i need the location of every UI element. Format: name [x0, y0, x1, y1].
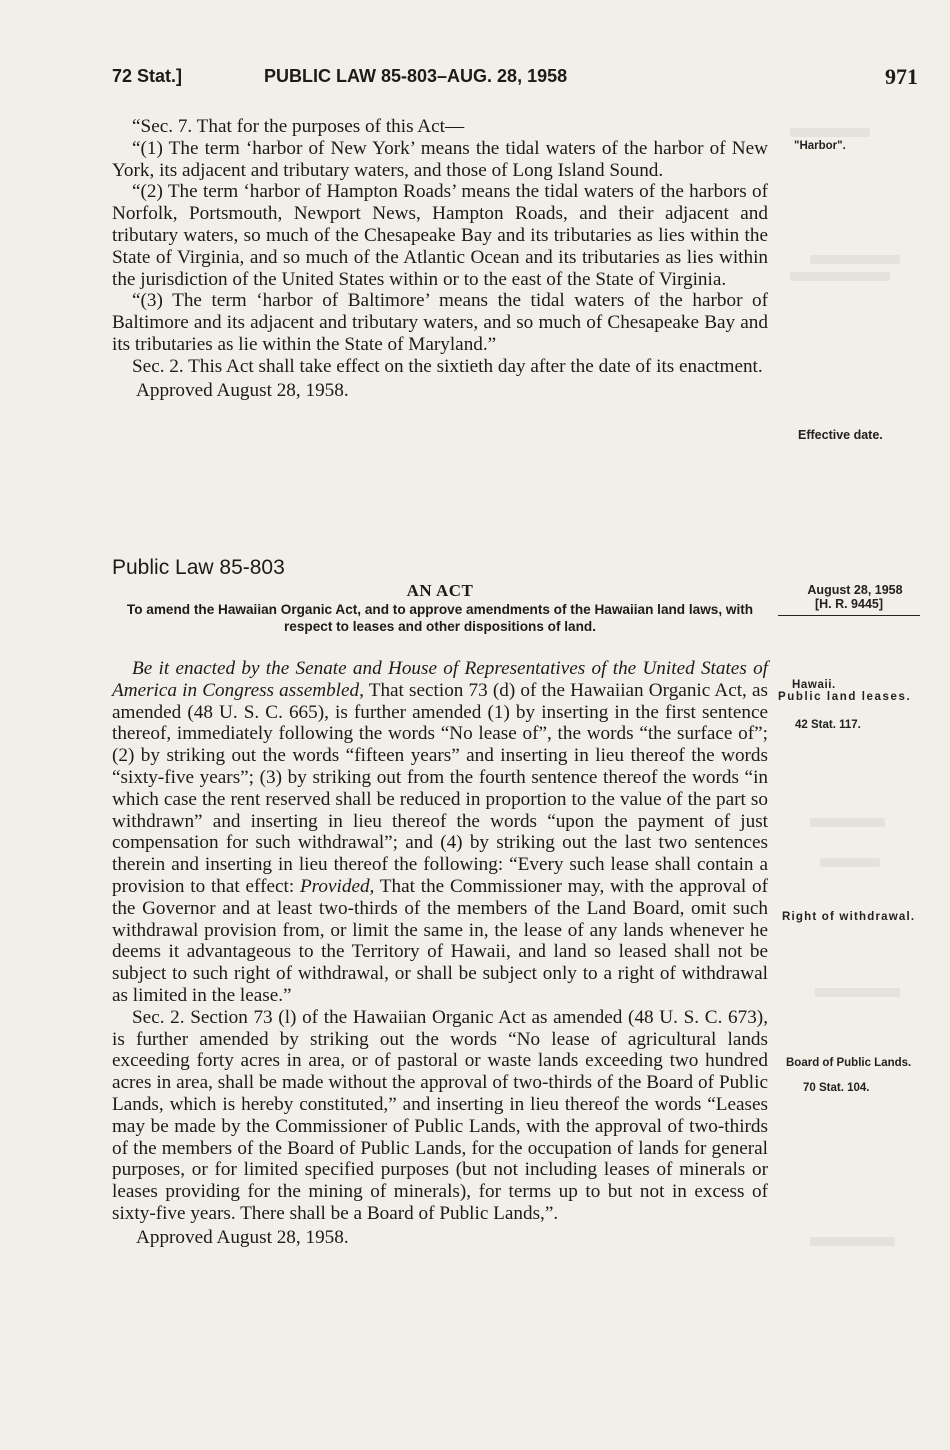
- margin-note-70-stat: 70 Stat. 104.: [803, 1082, 870, 1094]
- section-1-text: That section 73 (d) of the Hawaiian Organic Act, as amended (48 U. S. C. 665), is further amended (1) by inserting in the first sentence thereof, immediately following the words “No lease of”, the words “the surface of”; (2) by striking out the words “fifteen years” and inserting in lieu thereof the words “sixty-five years”; (3) by striking out from the fourth sentence thereof the words “in which case the rent reserved shall be reduced in proportion to the value of the part so withdrawn” and inserting in lieu thereof the words “upon the payment of just compensation for such withdrawal”; and (4) by striking out the last two sentences therein and inserting in lieu thereof the following: “Every such lease shall contain a provision to that effect:: [112, 679, 768, 897]
- public-law-title: Public Law 85-803: [112, 556, 285, 579]
- bleed-mark: [810, 1237, 895, 1246]
- section-2: Sec. 2. Section 73 (l) of the Hawaiian Organic Act as amended (48 U. S. C. 673), is further amended by striking out the words “No lease of agricultural lands exceeding forty acres in area, or of pastoral or waste lands exceeding two hundred acres in area, shall be made without the approval of two-thirds of the Board of Public Lands, which is hereby constituted,” and inserting in lieu thereof the words “Leases may be made by the Commissioner of Public Lands, with the approval of two-thirds of the members of the Board of Public Lands, for the occupation of lands for general purposes, or for limited specified purposes (but not including leases of minerals or leases providing for the mining of minerals), for terms up to but not in excess of sixty-five years. There shall be a Board of Public Lands,”.: [112, 1006, 768, 1224]
- bleed-mark: [815, 988, 900, 997]
- bleed-mark: [810, 255, 900, 264]
- provided-word: Provided,: [299, 875, 375, 897]
- margin-note-effective-date: Effective date.: [798, 428, 883, 442]
- volume-reference: 72 Stat.]: [112, 66, 183, 86]
- act-label: AN ACT: [406, 581, 474, 600]
- approval-line: Approved August 28, 1958.: [136, 379, 349, 401]
- bleed-mark: [790, 272, 890, 281]
- margin-note-board: Board of Public Lands.: [786, 1057, 912, 1069]
- paragraph: “Sec. 7. That for the purposes of this Act—: [132, 116, 465, 137]
- margin-note-date: August 28, 1958: [807, 583, 903, 597]
- page-number: 971: [885, 64, 918, 89]
- margin-note-public-land-leases: Public land leases.: [778, 691, 912, 703]
- running-header: [112, 64, 918, 92]
- paragraph: “(1) The term ‘harbor of New York’ means the tidal waters of the harbor of New York, its adjacent and tributary waters, and those of Long Island Sound.: [112, 137, 768, 181]
- bleed-mark: [810, 818, 885, 827]
- bleed-mark: [820, 858, 880, 867]
- paragraph: “(3) The term ‘harbor of Baltimore’ means the tidal waters of the harbor of Baltimore and its adjacent and tributary waters, and so much of Chesapeake Bay and its tributaries as lie within the State of Maryland.”: [112, 290, 768, 355]
- margin-note-harbor: "Harbor".: [794, 140, 846, 152]
- act-purpose: To amend the Hawaiian Organic Act, and to approve amendments of the Hawaiian land laws, with respect to leases and other dispositions of land.: [126, 602, 754, 634]
- section-1-end: That the Commissioner may, with the approval of the Governor and at least two-thirds of the members of the Land Board, omit such withdrawal provision from, or limit the same in, the lease of any lands whenever he deems it advantageous to the Territory of Hawaii, and land so leased shall not be subject to such right of withdrawal, or shall be subject only to a right of withdrawal as limited in the lease.”: [112, 875, 769, 1006]
- section-1: [112, 658, 768, 1007]
- header-title: PUBLIC LAW 85-803–AUG. 28, 1958: [264, 66, 568, 86]
- paragraph: Sec. 2. This Act shall take effect on the sixtieth day after the date of its enactment.: [132, 355, 763, 377]
- previous-law-text: [112, 116, 768, 401]
- margin-note-hawaii: Hawaii.: [792, 679, 836, 691]
- new-law-text: [112, 658, 768, 1249]
- margin-note-42-stat: 42 Stat. 117.: [795, 719, 861, 731]
- bleed-mark: [790, 128, 870, 137]
- paragraph: “(2) The term ‘harbor of Hampton Roads’ means the tidal waters of the harbors of Norfolk, Portsmouth, Newport News, Hampton Roads, and their adjacent and tributary waters, so much of the Chesapeake Bay and its tributaries as lies within the State of Virginia, and so much of the Atlantic Ocean and its tributaries as lies within the jurisdiction of the United States within or to the east of the State of Virginia.: [112, 181, 768, 290]
- approval-line: Approved August 28, 1958.: [136, 1226, 349, 1248]
- divider-rule: [778, 615, 920, 616]
- margin-note-right-of-withdrawal: Right of withdrawal.: [782, 911, 916, 923]
- margin-note-bill: [H. R. 9445]: [814, 597, 884, 611]
- enacting-clause: Be it enacted by the Senate and House of Representatives of the United States of America in Congress assembled,: [112, 658, 768, 701]
